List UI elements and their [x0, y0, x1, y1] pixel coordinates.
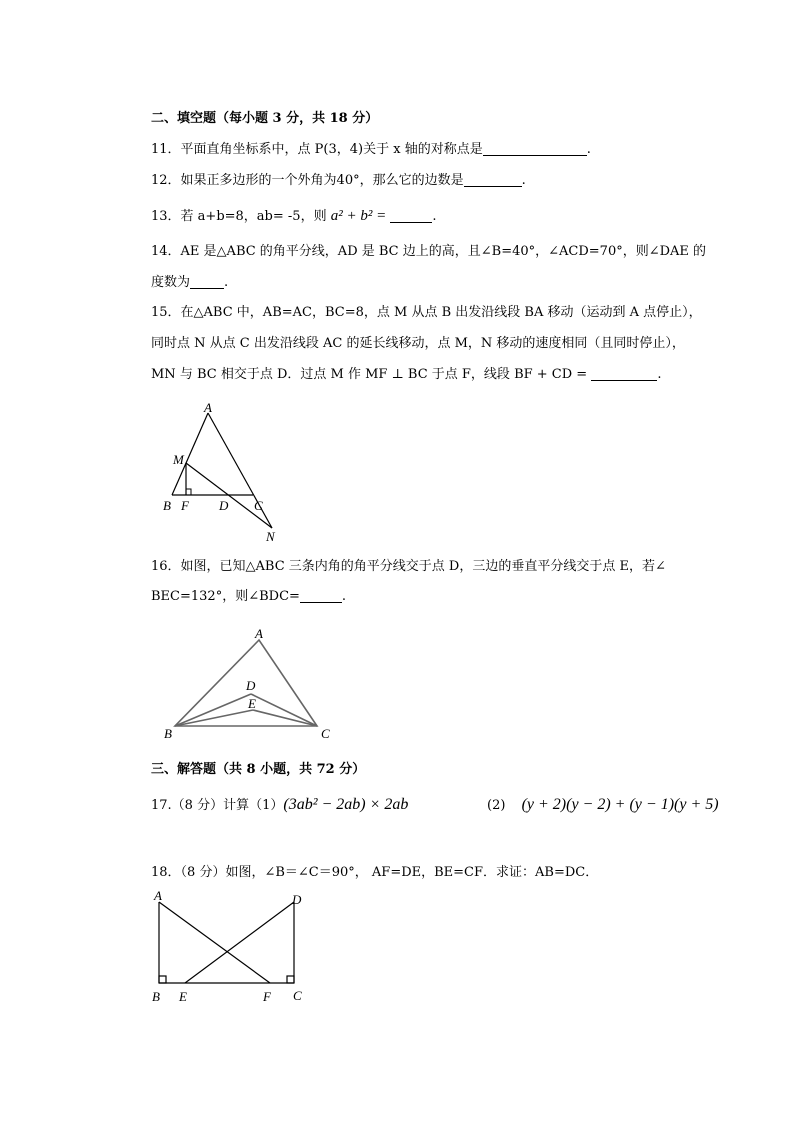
right-angle-mark-C — [287, 976, 294, 983]
right-angle-mark-B — [159, 976, 166, 983]
section3-heading: 三、解答题（共 8 小题，共 72 分） — [151, 762, 366, 777]
label-E: E — [179, 989, 187, 1004]
q18-figure — [148, 888, 318, 1010]
label-E: E — [248, 696, 256, 711]
q15-figure — [155, 400, 295, 545]
label-N: N — [266, 529, 275, 544]
label-F: F — [263, 989, 271, 1004]
question-15-line1: 15．在△ABC 中，AB=AC，BC=8，点 M 从点 B 出发沿线段 BA 移动（运动到 A 点停止）， — [151, 305, 702, 320]
question-14-line1: 14．AE 是△ABC 的角平分线，AD 是 BC 边上的高，且∠B=40°，∠ACD=70°，则∠DAE 的 — [151, 244, 707, 259]
q11-answer-blank[interactable] — [483, 141, 587, 156]
right-angle-mark — [186, 489, 191, 495]
q13-answer-blank[interactable] — [390, 208, 432, 223]
question-17-part2: (2) (y + 2)(y − 2) + (y − 1)(y + 5) — [487, 796, 719, 813]
label-C: C — [321, 726, 330, 741]
label-D: D — [219, 498, 229, 513]
segment-AF — [159, 902, 270, 983]
question-14-line2: 度数为 . — [151, 275, 229, 290]
q14-answer-blank[interactable] — [190, 274, 224, 289]
q12-answer-blank[interactable] — [464, 172, 522, 187]
question-17: 17.（8 分）计算（1）(3ab² − 2ab) × 2ab — [151, 796, 409, 813]
q17-expression-2: (y + 2)(y − 2) + (y − 1)(y + 5) — [521, 796, 719, 813]
q11-text: 11．平面直角坐标系中，点 P(3，4)关于 x 轴的对称点是 — [151, 142, 483, 157]
question-16-line2: BEC=132°，则∠BDC= . — [151, 589, 347, 604]
section2-heading: 二、填空题（每小题 3 分，共 18 分） — [151, 111, 379, 126]
question-18: 18．（8 分）如图，∠B＝∠C＝90°， AF=DE，BE=CF．求证：AB=DC． — [151, 865, 599, 880]
label-B: B — [152, 989, 160, 1004]
label-F: F — [181, 498, 189, 513]
segment-BD — [175, 694, 251, 726]
q16-figure — [160, 622, 340, 744]
q12-text: 12．如果正多边形的一个外角为40°，那么它的边数是 — [151, 173, 464, 188]
question-12: 12．如果正多边形的一个外角为40°，那么它的边数是 . — [151, 173, 526, 188]
question-16-line1: 16．如图，已知△ABC 三条内角的角平分线交于点 D，三边的垂直平分线交于点 E，若∠ — [151, 559, 666, 574]
question-11: 11．平面直角坐标系中，点 P(3，4)关于 x 轴的对称点是 . — [151, 142, 591, 157]
label-C: C — [254, 498, 263, 513]
label-D: D — [292, 892, 302, 907]
q15-answer-blank[interactable] — [591, 366, 657, 381]
q13-expression: a² + b² = — [330, 208, 387, 224]
q16-answer-blank[interactable] — [300, 588, 342, 603]
question-13: 13．若 a+b=8，ab= -5，则 a² + b² = . — [151, 208, 437, 224]
label-A: A — [154, 888, 162, 903]
label-B: B — [164, 726, 172, 741]
q17-expression-1: (3ab² − 2ab) × 2ab — [283, 796, 409, 813]
q13-text: 13．若 a+b=8，ab= -5，则 — [151, 209, 327, 224]
label-B: B — [163, 498, 171, 513]
question-15-line3: MN 与 BC 相交于点 D．过点 M 作 MF ⊥ BC 于点 F，线段 BF + CD = . — [151, 367, 662, 382]
label-D: D — [246, 678, 256, 693]
segment-BE — [175, 710, 253, 726]
label-A: A — [204, 400, 212, 415]
label-C: C — [293, 988, 302, 1003]
question-15-line2: 同时点 N 从点 C 出发沿线段 AC 的延长线移动，点 M，N 移动的速度相同（且同时停止）， — [151, 336, 685, 351]
segment-DE — [185, 902, 294, 983]
label-A: A — [255, 626, 263, 641]
label-M: M — [173, 452, 184, 467]
